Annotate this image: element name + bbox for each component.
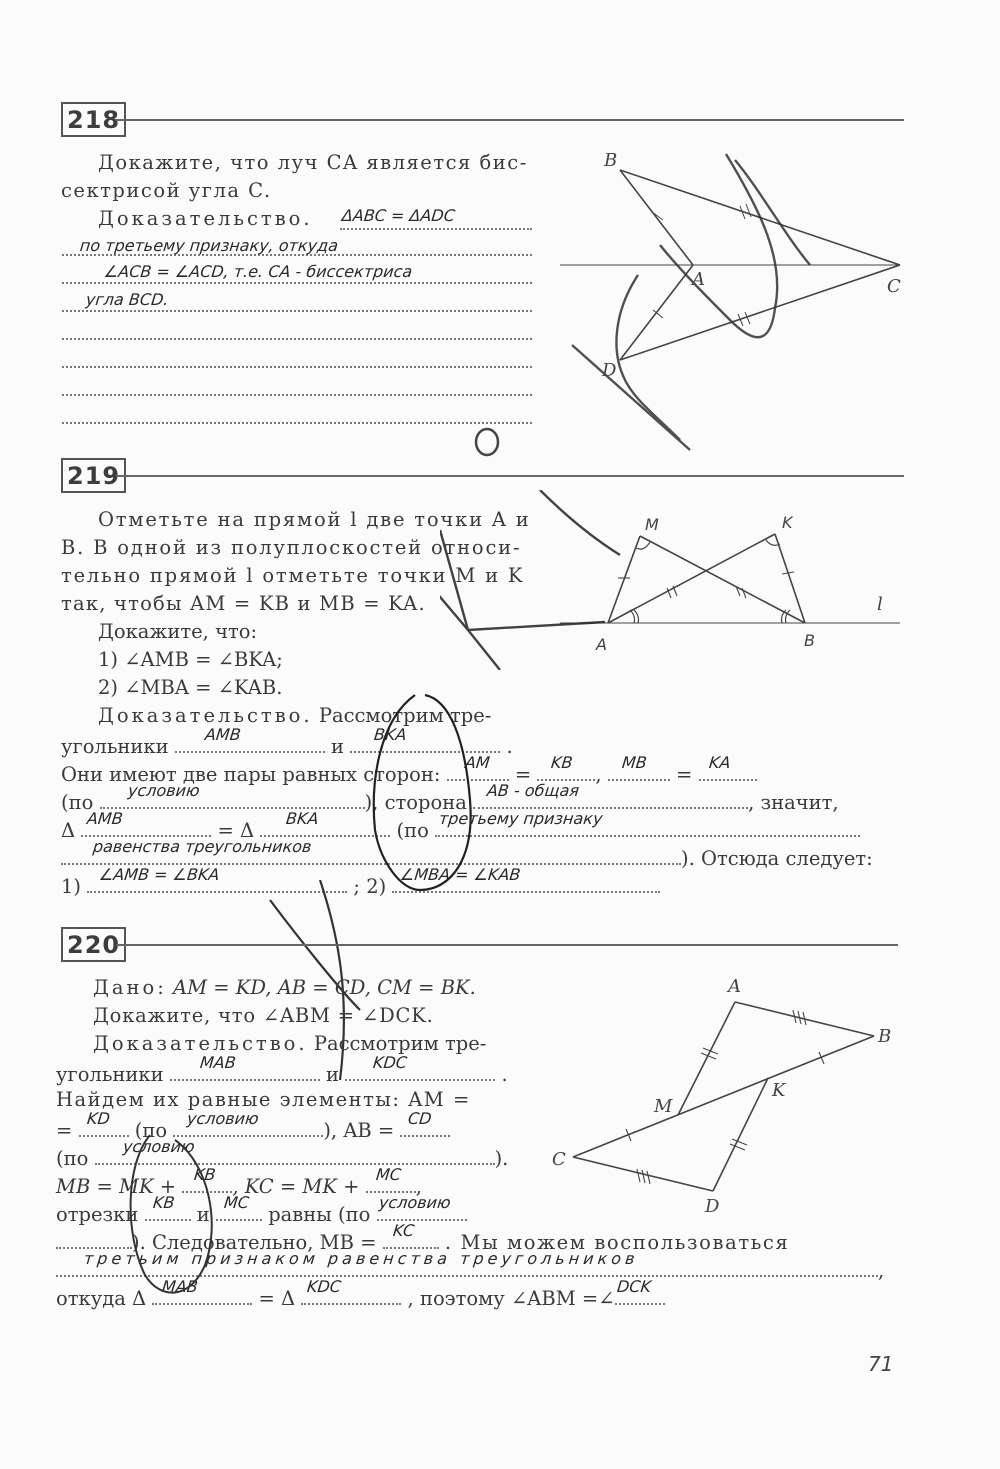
proof-label: Доказательство.	[98, 207, 313, 230]
answer-field[interactable]: MAB	[170, 1059, 320, 1081]
answer-field[interactable]: третьим признаком равенства треугольников	[56, 1255, 878, 1277]
answer-field[interactable]: MAB	[152, 1283, 252, 1305]
answer-field[interactable]: KB	[537, 759, 595, 781]
proof-line-1: Доказательство. Рассмотрим тре-	[98, 704, 492, 727]
answer-field[interactable]: AMB	[81, 815, 211, 837]
proof-line-5: Δ AMB = Δ BKA (по третьему признаку	[61, 815, 860, 844]
answer-line[interactable]	[62, 394, 532, 396]
point-label: M	[654, 1096, 673, 1117]
proof-line-2: угольники AMB и BKA .	[61, 725, 513, 758]
proof-line-3: Найдем их равные элементы: AM =	[56, 1088, 471, 1111]
task-text-line: тельно прямой l отметьте точки M и K	[61, 564, 525, 587]
answer-field[interactable]: условию	[95, 1143, 495, 1165]
proof-line-6: MB = MK + KB , KC = MK + MC ,	[56, 1165, 422, 1198]
answer-field[interactable]: KB	[145, 1199, 191, 1221]
proof-line-8: ). Следовательно, MB = KC . Мы можем воспользоваться	[56, 1227, 789, 1256]
handwritten-answer: ΔABC = ΔADC	[341, 206, 456, 225]
answer-field[interactable]: KB	[182, 1171, 232, 1193]
problem-number-219: 219	[61, 458, 126, 493]
answer-field[interactable]: DCK	[615, 1283, 665, 1305]
proof-line-7: отрезки KB и MC равны (по условию	[56, 1199, 467, 1228]
answer-field[interactable]: условию	[100, 787, 365, 809]
prove-line: Докажите, что ∠ABM = ∠DCK.	[93, 1004, 434, 1027]
figure-218	[560, 140, 920, 480]
claim-1: 1) ∠AMB = ∠BKA;	[98, 648, 283, 671]
page-number: 71	[868, 1352, 894, 1376]
task-text-line: B. В одной из полуплоскостей относи-	[61, 536, 522, 559]
pencil-mark-circle	[470, 425, 506, 461]
point-label: B	[878, 1026, 892, 1047]
answer-field[interactable]: MC	[366, 1171, 416, 1193]
figure-219	[440, 490, 920, 670]
pencil-construction-arcs	[572, 154, 810, 450]
point-label: K	[782, 513, 793, 532]
task-text-line: сектрисой угла C.	[61, 179, 272, 202]
answer-field[interactable]: ∠AMB = ∠BKA	[87, 871, 347, 893]
task-text-line: Докажите, что луч CA является бис-	[98, 151, 528, 174]
proof-line-5: (по условию ).	[56, 1137, 509, 1170]
answer-field[interactable]: KC	[383, 1227, 439, 1249]
line-label: l	[877, 594, 883, 615]
answer-field[interactable]: AM	[447, 759, 509, 781]
point-label: K	[772, 1080, 786, 1101]
proof-line-7: 1) ∠AMB = ∠BKA ; 2) ∠MBA = ∠KAB	[61, 871, 660, 900]
proof-line-10: откуда Δ MAB = Δ KDC , поэтому ∠ABM =∠ DCK	[56, 1283, 665, 1312]
answer-field[interactable]: KD	[79, 1115, 129, 1137]
answer-field[interactable]: CD	[400, 1115, 450, 1137]
point-label: C	[887, 276, 901, 297]
proof-line-2: угольники MAB и KDC .	[56, 1053, 508, 1086]
answer-line[interactable]	[62, 366, 532, 368]
answer-field[interactable]: BKA	[260, 815, 390, 837]
pencil-ellipse-mark	[115, 1125, 235, 1305]
section-divider	[116, 944, 898, 946]
task-text-line: Отметьте на прямой l две точки A и	[98, 508, 531, 531]
pencil-strokes	[440, 490, 620, 670]
answer-field[interactable]: AMB	[175, 731, 325, 753]
answer-field[interactable]: AB - общая	[473, 787, 748, 809]
answer-field[interactable]: KDC	[301, 1283, 401, 1305]
point-label: A	[728, 976, 741, 997]
handwritten-answer: угла BCD.	[85, 290, 170, 309]
point-label: A	[692, 269, 705, 290]
proof-line-1: Доказательство. Рассмотрим тре-	[93, 1032, 487, 1055]
point-label: M	[645, 515, 659, 534]
proof-line-9: третьим признаком равенства треугольников ,	[56, 1255, 884, 1284]
point-label: D	[602, 360, 617, 381]
answer-line[interactable]	[62, 282, 532, 284]
figure-220	[540, 960, 920, 1220]
answer-field[interactable]: третьему признаку	[435, 815, 860, 837]
answer-field[interactable]: MC	[216, 1199, 262, 1221]
answer-field[interactable]: условию	[173, 1115, 323, 1137]
handwritten-answer: ∠ACB = ∠ACD, т.е. CA - биссектриса	[103, 262, 414, 281]
answer-line[interactable]	[62, 310, 532, 312]
section-divider	[116, 475, 904, 477]
problem-number-218: 218	[61, 102, 126, 137]
given-line: Дано: AM = KD, AB = CD, CM = BK.	[93, 976, 476, 999]
task-text-line: так, чтобы AM = KB и MB = KA.	[61, 592, 426, 615]
proof-line-3: Они имеют две пары равных сторон: AM = KB , MB = KA	[61, 759, 757, 788]
proof-line-6: равенства треугольников ). Отсюда следует:	[61, 843, 873, 872]
answer-line[interactable]	[340, 228, 532, 230]
problem-number-220: 220	[61, 927, 126, 962]
answer-line[interactable]	[62, 338, 532, 340]
handwritten-answer: по третьему признаку, откуда	[79, 236, 340, 255]
answer-field[interactable]: ∠MBA = ∠KAB	[392, 871, 660, 893]
answer-line[interactable]	[62, 422, 532, 424]
answer-field[interactable]: MB	[608, 759, 670, 781]
proof-line-4: (по условию ), сторона AB - общая , значит,	[61, 781, 839, 814]
point-label: B	[804, 631, 815, 650]
proof-line-4: = KD (по условию ), AB = CD	[56, 1115, 450, 1144]
prove-label: Докажите, что:	[98, 620, 258, 643]
answer-field[interactable]: равенства треугольников	[61, 843, 681, 865]
answer-field[interactable]: KA	[699, 759, 757, 781]
point-label: D	[705, 1196, 720, 1217]
point-label: C	[552, 1149, 566, 1170]
point-label: B	[604, 150, 618, 171]
section-divider	[116, 119, 904, 121]
claim-2: 2) ∠MBA = ∠KAB.	[98, 676, 283, 699]
answer-field[interactable]: KDC	[345, 1059, 495, 1081]
answer-field[interactable]: BKA	[350, 731, 500, 753]
point-label: A	[596, 635, 607, 654]
answer-field[interactable]: условию	[377, 1199, 467, 1221]
